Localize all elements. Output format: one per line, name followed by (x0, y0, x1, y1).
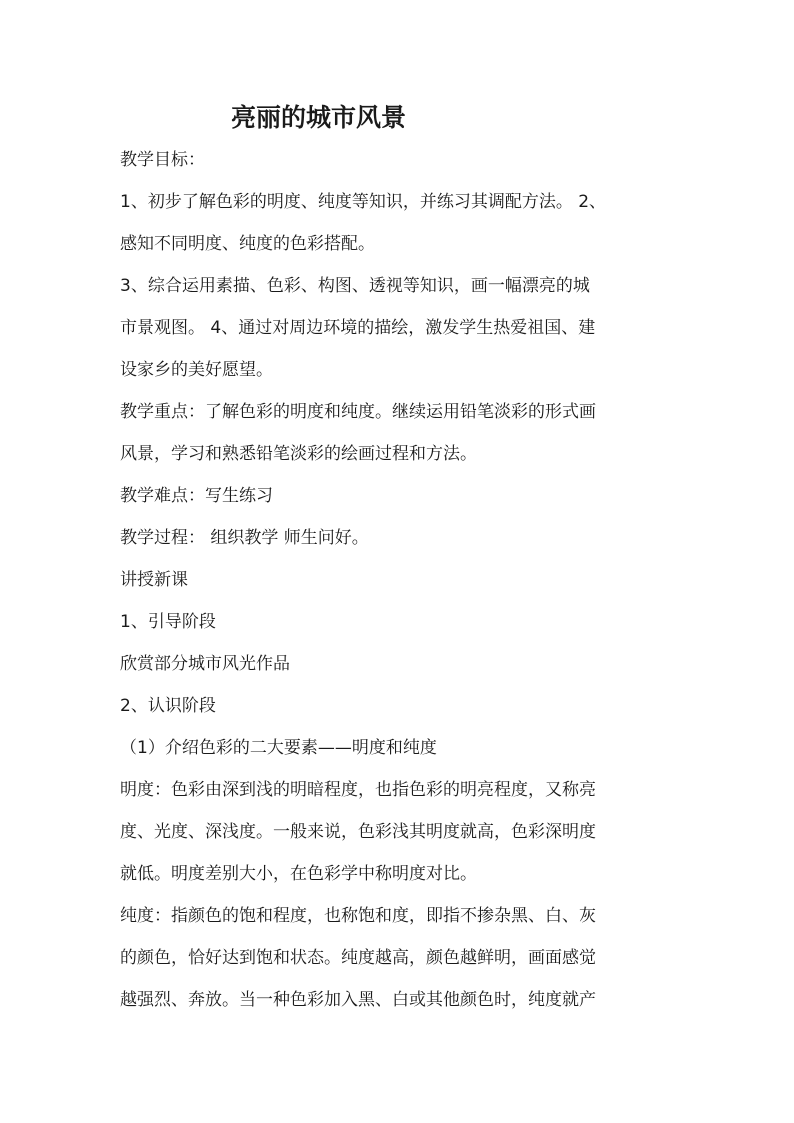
text-line: 2、认识阶段 (120, 696, 216, 716)
text-line: 1、初步了解色彩的明度、纯度等知识，并练习其调配方法。 2、 (120, 192, 607, 212)
text-line: 设家乡的美好愿望。 (120, 360, 273, 380)
text-line: 讲授新课 (120, 570, 188, 590)
text-line: 1、引导阶段 (120, 612, 216, 632)
text-line: 就低。明度差别大小，在色彩学中称明度对比。 (120, 864, 477, 884)
text-line: 越强烈、奔放。当一种色彩加入黑、白或其他颜色时，纯度就产 (120, 990, 596, 1010)
text-line: 教学重点：了解色彩的明度和纯度。继续运用铅笔淡彩的形式画 (120, 402, 596, 422)
text-line: 教学目标： (120, 150, 205, 170)
text-line: 的颜色，恰好达到饱和状态。纯度越高，颜色越鲜明，画面感觉 (120, 948, 596, 968)
text-line: 度、光度、深浅度。一般来说，色彩浅其明度就高，色彩深明度 (120, 822, 596, 842)
document-title: 亮丽的城市风景 (231, 103, 407, 132)
text-line: （1）介绍色彩的二大要素——明度和纯度 (120, 738, 437, 758)
text-line: 感知不同明度、纯度的色彩搭配。 (120, 234, 375, 254)
text-line: 教学过程： 组织教学 师生问好。 (120, 528, 369, 548)
text-line: 风景，学习和熟悉铅笔淡彩的绘画过程和方法。 (120, 444, 477, 464)
text-line: 纯度：指颜色的饱和程度，也称饱和度，即指不掺杂黑、白、灰 (120, 906, 596, 926)
text-line: 明度：色彩由深到浅的明暗程度，也指色彩的明亮程度，又称亮 (120, 780, 596, 800)
text-line: 欣赏部分城市风光作品 (120, 654, 290, 674)
text-line: 3、综合运用素描、色彩、构图、透视等知识，画一幅漂亮的城 (120, 276, 590, 296)
text-line: 市景观图。 4、通过对周边环境的描绘，激发学生热爱祖国、建 (120, 318, 596, 338)
text-line: 教学难点：写生练习 (120, 486, 273, 506)
